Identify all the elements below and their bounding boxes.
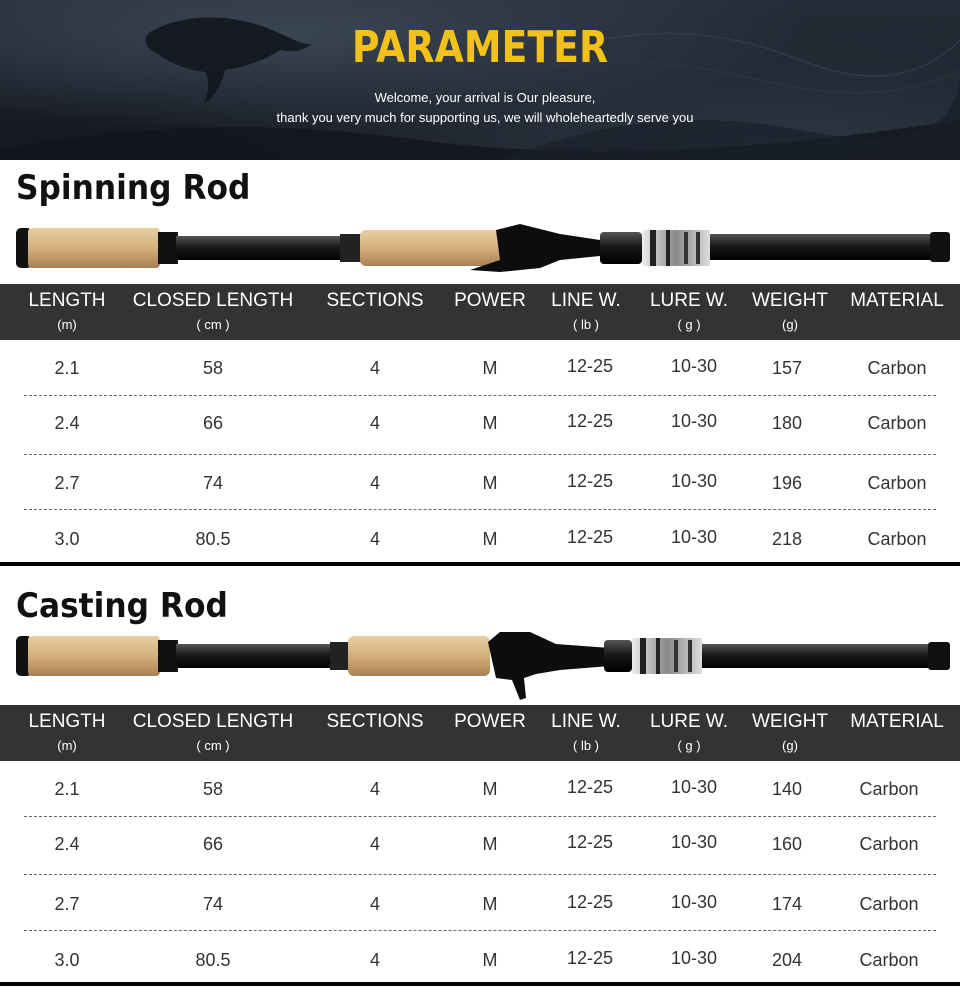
- cell-power: M: [482, 529, 498, 549]
- col-closed-length-header: CLOSED LENGTH: [132, 290, 294, 311]
- section-separator: [0, 982, 960, 986]
- table-row: [0, 816, 960, 872]
- cell-sections: 4: [369, 950, 380, 970]
- cell-power: M: [482, 413, 498, 433]
- cell-lure-weight: 10-30: [670, 777, 718, 797]
- col-line-weight-unit: ( lb ): [573, 317, 599, 332]
- cell-lure-weight: 10-30: [670, 948, 718, 968]
- cell-length: 2.7: [54, 473, 80, 493]
- cell-closed-length: 58: [202, 358, 224, 378]
- cell-sections: 4: [369, 473, 380, 493]
- cell-length: 2.1: [54, 358, 80, 378]
- col-sections-header: SECTIONS: [326, 290, 424, 311]
- table-row: [0, 876, 960, 932]
- row-divider: [24, 509, 936, 510]
- col-line-weight-header: LINE W.: [551, 290, 621, 311]
- cell-material: Carbon: [867, 473, 927, 493]
- col-material-header: MATERIAL: [850, 711, 944, 732]
- cell-line-weight: 12-25: [566, 411, 614, 431]
- cell-closed-length: 66: [202, 834, 224, 854]
- cell-sections: 4: [369, 529, 380, 549]
- spinning-rod-image: [0, 220, 960, 276]
- col-weight-unit: (g): [782, 738, 798, 753]
- cell-material: Carbon: [867, 529, 927, 549]
- cell-line-weight: 12-25: [566, 527, 614, 547]
- cell-closed-length: 58: [202, 779, 224, 799]
- cell-power: M: [482, 358, 498, 378]
- row-divider: [24, 930, 936, 931]
- cell-length: 2.7: [54, 894, 80, 914]
- cell-length: 2.4: [54, 413, 80, 433]
- cell-weight: 196: [771, 473, 803, 493]
- cell-lure-weight: 10-30: [670, 356, 718, 376]
- table-row: [0, 340, 960, 396]
- cell-power: M: [482, 779, 498, 799]
- col-closed-length-unit: ( cm ): [196, 317, 230, 332]
- cell-weight: 174: [771, 894, 803, 914]
- cell-weight: 218: [771, 529, 803, 549]
- cell-closed-length: 80.5: [195, 529, 231, 549]
- col-weight-unit: (g): [782, 317, 798, 332]
- casting-table-header: [0, 705, 960, 761]
- col-sections-header: SECTIONS: [326, 711, 424, 732]
- section-separator: [0, 562, 960, 566]
- cell-line-weight: 12-25: [566, 948, 614, 968]
- cell-material: Carbon: [859, 950, 919, 970]
- col-closed-length-header: CLOSED LENGTH: [132, 711, 294, 732]
- row-divider: [24, 874, 936, 875]
- cell-line-weight: 12-25: [566, 356, 614, 376]
- cell-power: M: [482, 894, 498, 914]
- col-length-header: LENGTH: [28, 290, 106, 311]
- cell-sections: 4: [369, 894, 380, 914]
- col-material-header: MATERIAL: [850, 290, 944, 311]
- spinning-rod-title: Spinning Rod: [16, 168, 251, 208]
- cell-lure-weight: 10-30: [670, 527, 718, 547]
- col-line-weight-unit: ( lb ): [573, 738, 599, 753]
- cell-line-weight: 12-25: [566, 471, 614, 491]
- col-lure-weight-unit: ( g ): [677, 738, 701, 753]
- banner-thanks-line: thank you very much for supporting us, we will wholeheartedly serve you: [276, 110, 694, 125]
- col-weight-header: WEIGHT: [752, 711, 828, 732]
- table-row: [0, 761, 960, 817]
- cell-power: M: [482, 950, 498, 970]
- cell-sections: 4: [369, 358, 380, 378]
- cell-closed-length: 80.5: [195, 950, 231, 970]
- table-row: [0, 932, 960, 988]
- col-lure-weight-unit: ( g ): [677, 317, 701, 332]
- cell-sections: 4: [369, 413, 380, 433]
- col-lure-weight-header: LURE W.: [649, 711, 729, 732]
- cell-weight: 160: [771, 834, 803, 854]
- col-closed-length-unit: ( cm ): [196, 738, 230, 753]
- cell-length: 3.0: [54, 950, 80, 970]
- cell-length: 2.4: [54, 834, 80, 854]
- banner-welcome-line: Welcome, your arrival is Our pleasure,: [374, 90, 596, 105]
- col-weight-header: WEIGHT: [752, 290, 828, 311]
- casting-rod-title: Casting Rod: [16, 586, 228, 626]
- table-row: [0, 455, 960, 511]
- col-length-unit: (m): [57, 738, 77, 753]
- cell-closed-length: 74: [202, 894, 224, 914]
- table-row: [0, 511, 960, 567]
- cell-material: Carbon: [867, 413, 927, 433]
- cell-lure-weight: 10-30: [670, 832, 718, 852]
- cell-closed-length: 74: [202, 473, 224, 493]
- cell-closed-length: 66: [202, 413, 224, 433]
- col-lure-weight-header: LURE W.: [649, 290, 729, 311]
- cell-material: Carbon: [859, 834, 919, 854]
- cell-line-weight: 12-25: [566, 777, 614, 797]
- col-length-unit: (m): [57, 317, 77, 332]
- parameter-banner: [0, 0, 960, 160]
- cell-power: M: [482, 473, 498, 493]
- cell-length: 3.0: [54, 529, 80, 549]
- cell-material: Carbon: [867, 358, 927, 378]
- cell-weight: 157: [771, 358, 803, 378]
- cell-lure-weight: 10-30: [670, 892, 718, 912]
- col-line-weight-header: LINE W.: [551, 711, 621, 732]
- cell-sections: 4: [369, 779, 380, 799]
- cell-length: 2.1: [54, 779, 80, 799]
- cell-material: Carbon: [859, 779, 919, 799]
- cell-sections: 4: [369, 834, 380, 854]
- cell-weight: 204: [771, 950, 803, 970]
- col-length-header: LENGTH: [28, 711, 106, 732]
- cell-weight: 180: [771, 413, 803, 433]
- col-power-header: POWER: [454, 711, 526, 732]
- col-power-header: POWER: [454, 290, 526, 311]
- spinning-table-header: [0, 284, 960, 340]
- cell-weight: 140: [771, 779, 803, 799]
- cell-line-weight: 12-25: [566, 892, 614, 912]
- cell-line-weight: 12-25: [566, 832, 614, 852]
- cell-lure-weight: 10-30: [670, 471, 718, 491]
- cell-power: M: [482, 834, 498, 854]
- cell-lure-weight: 10-30: [670, 411, 718, 431]
- cell-material: Carbon: [859, 894, 919, 914]
- banner-title: PARAMETER: [351, 22, 609, 73]
- table-row: [0, 395, 960, 451]
- casting-rod-image: [0, 628, 960, 704]
